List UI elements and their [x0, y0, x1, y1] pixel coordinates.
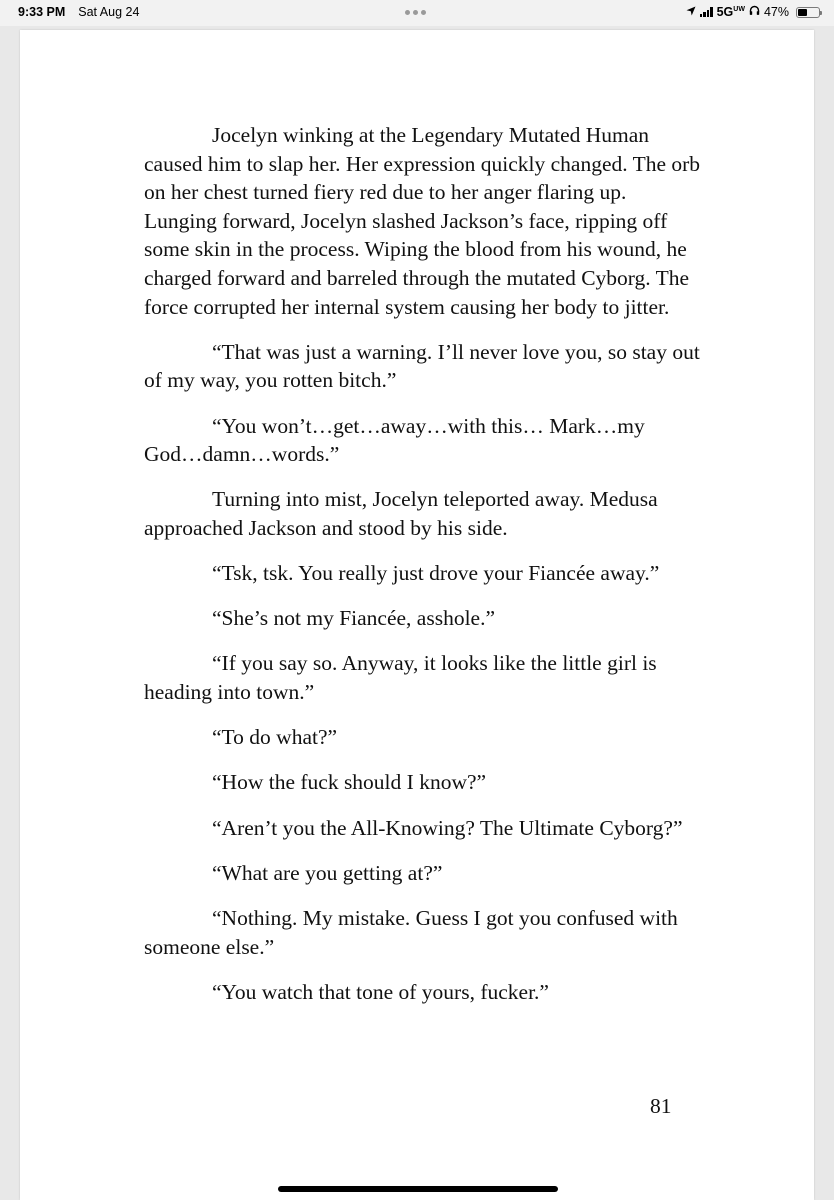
cellular-signal-icon	[700, 7, 713, 17]
paragraph: “Aren’t you the All-Knowing? The Ultimate Cyborg?”	[212, 815, 683, 840]
page-number: 81	[650, 1094, 672, 1118]
paragraph: “How the fuck should I know?”	[212, 770, 487, 795]
status-bar	[0, 0, 834, 26]
paragraph: Turning into mist, Jocelyn teleported away. Medusa approached Jackson and stood by his side.	[144, 487, 658, 540]
multitasking-dots-icon[interactable]	[405, 10, 426, 15]
location-arrow-icon	[686, 5, 696, 19]
status-time: 9:33 PM	[18, 5, 66, 19]
battery-percent: 47%	[763, 5, 789, 19]
book-page	[20, 30, 814, 1200]
home-indicator[interactable]	[278, 1186, 558, 1192]
paragraph: “That was just a warning. I’ll never love you, so stay out of my way, you rotten bitch.”	[144, 339, 700, 393]
status-date: Sat Aug 24	[78, 5, 140, 19]
headphones-icon	[749, 5, 760, 19]
paragraph: “To do what?”	[212, 725, 338, 750]
paragraph: “She’s not my Fiancée, asshole.”	[212, 606, 496, 631]
status-bar-right	[686, 5, 820, 19]
paragraph: “Tsk, tsk. You really just drove your Fiancée away.”	[212, 561, 660, 586]
page-text	[144, 121, 704, 1023]
paragraph: “If you say so. Anyway, it looks like the little girl is heading into town.”	[144, 651, 657, 705]
paragraph: “What are you getting at?”	[212, 860, 443, 885]
network-type: $5G^{UW}$	[716, 5, 745, 19]
paragraph: “You won’t…get…away…with this… Mark…my God…damn…words.”	[144, 413, 645, 467]
battery-icon	[796, 7, 820, 18]
paragraph: “Nothing. My mistake. Guess I got you confused with someone else.”	[144, 906, 678, 959]
paragraph: Jocelyn winking at the Legendary Mutated Human caused him to slap her. Her expression quickly changed. The orb on her chest turned fiery red due to her anger flaring up. Lunging forward, Jocelyn slashed Jackson’s face, ripping off some skin in the process. Wiping the blood from his wound, he charged forward and barreled through the mutated Cyborg. The force corrupted her internal system causing her body to jitter.	[144, 123, 701, 319]
paragraph: “You watch that tone of yours, fucker.”	[212, 979, 549, 1004]
status-bar-left	[18, 5, 139, 19]
